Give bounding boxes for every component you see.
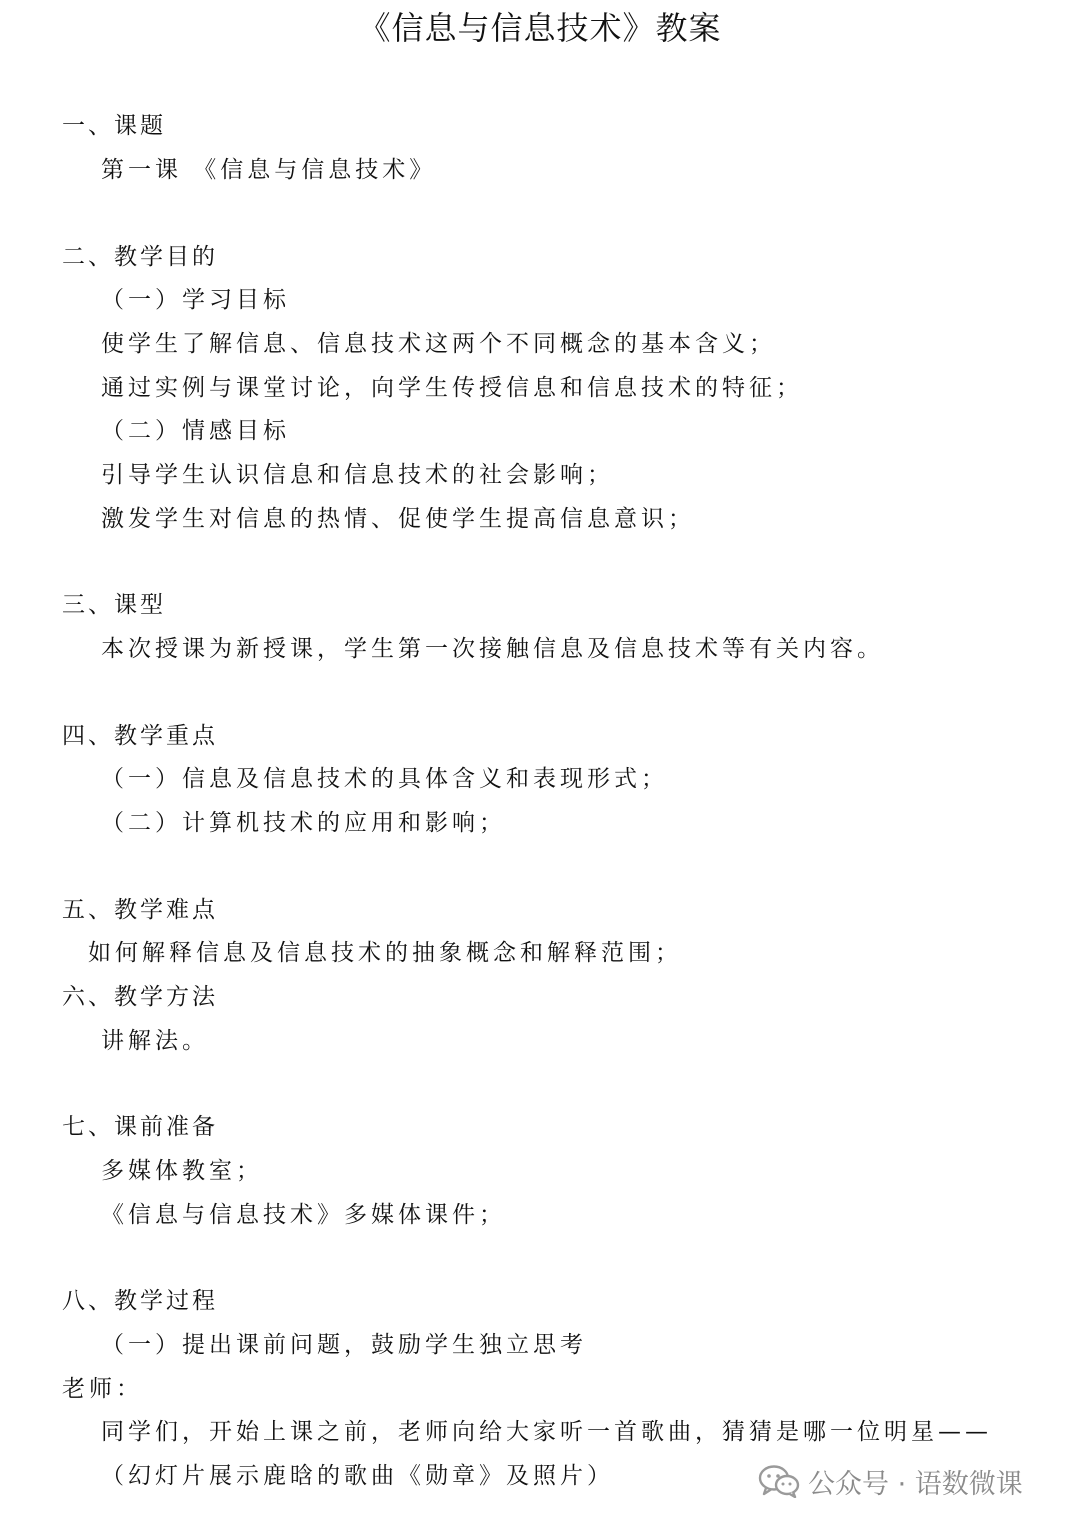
lesson-type-text: 本次授课为新授课，学生第一次接触信息及信息技术等有关内容。: [101, 636, 884, 662]
section-heading-preparation: 七、课前准备: [62, 1114, 218, 1140]
process-step-heading: （一）提出课前问题，鼓励学生独立思考: [101, 1332, 587, 1358]
objective-line: 引导学生认识信息和信息技术的社会影响；: [101, 462, 614, 488]
slide-note: （幻灯片展示鹿晗的歌曲《勋章》及照片）: [101, 1463, 614, 1489]
section-heading-methods: 六、教学方法: [62, 984, 218, 1010]
preparation-line: 《信息与信息技术》多媒体课件；: [101, 1202, 506, 1228]
section-heading-topic: 一、课题: [62, 113, 166, 139]
preparation-line: 多媒体教室；: [101, 1158, 263, 1184]
subheading-emotional-goals: （二）情感目标: [101, 418, 290, 444]
methods-text: 讲解法。: [101, 1028, 209, 1054]
objective-line: 激发学生对信息的热情、促使学生提高信息意识；: [101, 506, 695, 532]
subheading-learning-goals: （一）学习目标: [101, 287, 290, 313]
speaker-label: 老师：: [62, 1376, 143, 1402]
watermark: [758, 1460, 1023, 1502]
objective-line: 通过实例与课堂讨论，向学生传授信息和信息技术的特征；: [101, 375, 803, 401]
section-heading-objectives: 二、教学目的: [62, 244, 218, 270]
key-point-line: （二）计算机技术的应用和影响；: [101, 810, 506, 836]
watermark-text: 公众号 · 语数微课: [808, 1468, 1023, 1500]
section-heading-difficulties: 五、教学难点: [62, 897, 218, 923]
key-point-line: （一）信息及信息技术的具体含义和表现形式；: [101, 766, 668, 792]
document-title: 《信息与信息技术》教案: [358, 9, 722, 47]
section-heading-key-points: 四、教学重点: [62, 723, 218, 749]
section-heading-process: 八、教学过程: [62, 1288, 218, 1314]
topic-text: 第一课 《信息与信息技术》: [101, 157, 437, 183]
wechat-icon: [758, 1464, 800, 1498]
section-heading-lesson-type: 三、课型: [62, 592, 166, 618]
difficulty-text: 如何解释信息及信息技术的抽象概念和解释范围；: [88, 940, 682, 966]
objective-line: 使学生了解信息、信息技术这两个不同概念的基本含义；: [101, 331, 776, 357]
teacher-speech: 同学们，开始上课之前，老师向给大家听一首歌曲，猜猜是哪一位明星——: [101, 1419, 992, 1445]
